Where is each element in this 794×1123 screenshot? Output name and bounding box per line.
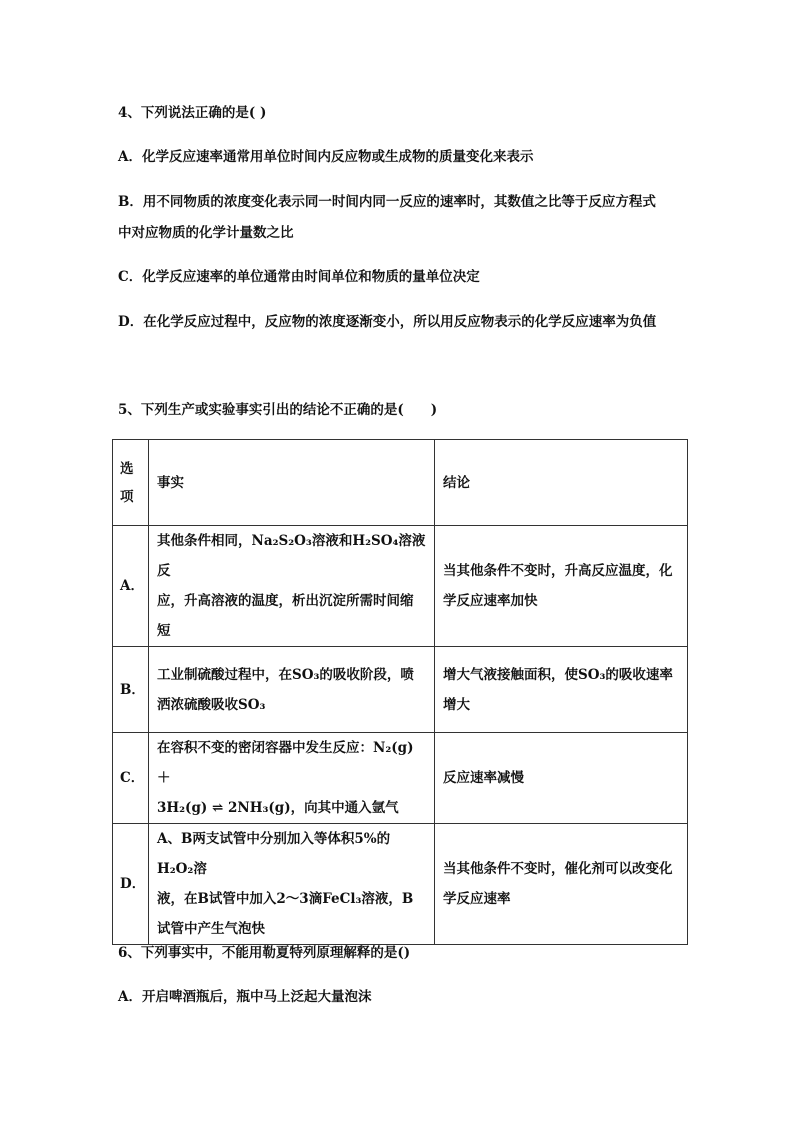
q4-option-b: B．用不同物质的浓度变化表示同一时间内同一反应的速率时，其数值之比等于反应方程式 [118,194,656,210]
row-option: C． [113,733,149,824]
table-row [113,733,688,824]
row-conclusion: 增大气液接触面积，使SO₃的吸收速率 增大 [435,647,688,733]
row-fact: 工业制硫酸过程中，在SO₃的吸收阶段，喷 洒浓硫酸吸收SO₃ [149,647,435,733]
table-row [113,647,688,733]
q4-stem: 4、下列说法正确的是( ) [118,105,267,121]
header-fact: 事实 [149,440,435,526]
table-row [113,526,688,647]
header-conclusion: 结论 [435,440,688,526]
table-row [113,824,688,945]
row-fact: 其他条件相同，Na₂S₂O₃溶液和H₂SO₄溶液反 应，升高溶液的温度，析出沉淀所需时间缩 短 [149,526,435,647]
q4-option-b-cont: 中对应物质的化学计量数之比 [118,225,294,241]
row-option: B． [113,647,149,733]
q4-option-c: C．化学反应速率的单位通常由时间单位和物质的量单位决定 [118,269,480,285]
q4-option-a: A．化学反应速率通常用单位时间内反应物或生成物的质量变化来表示 [118,149,534,165]
q5-stem: 5、下列生产或实验事实引出的结论不正确的是( ) [118,402,438,418]
row-option: A． [113,526,149,647]
row-option: D． [113,824,149,945]
row-conclusion: 当其他条件不变时，催化剂可以改变化 学反应速率 [435,824,688,945]
q6-option-a: A．开启啤酒瓶后，瓶中马上泛起大量泡沫 [118,989,372,1005]
table-header-row [113,440,688,526]
row-fact: 在容积不变的密闭容器中发生反应：N₂(g)＋ 3H₂(g) ⇌ 2NH₃(g)，向其中通入氩气 [149,733,435,824]
row-fact: A、B两支试管中分别加入等体积5%的H₂O₂溶 液，在B试管中加入2～3滴FeCl₃溶液，B 试管中产生气泡快 [149,824,435,945]
row-conclusion: 当其他条件不变时，升高反应温度，化 学反应速率加快 [435,526,688,647]
q4-option-d: D．在化学反应过程中，反应物的浓度逐渐变小，所以用反应物表示的化学反应速率为负值 [118,314,657,330]
q6-stem: 6、下列事实中，不能用勒夏特列原理解释的是() [118,945,411,961]
header-option: 选 项 [113,440,149,526]
row-conclusion: 反应速率减慢 [435,733,688,824]
q5-table [112,439,688,945]
